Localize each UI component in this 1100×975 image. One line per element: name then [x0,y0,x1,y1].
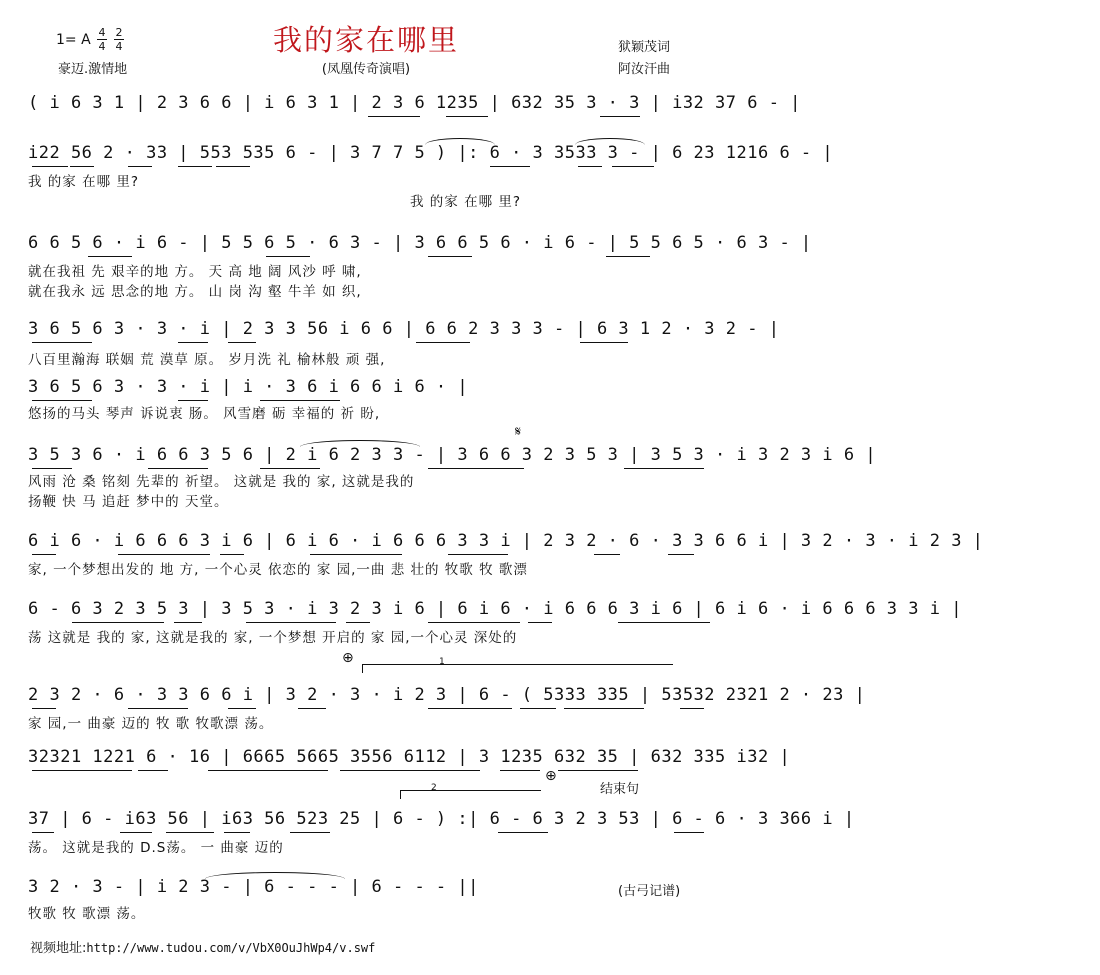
lyric-line: 风雨 沧 桑 铭刻 先辈的 祈望。 这就是 我的 家, 这就是我的 [28,474,415,490]
lyric-line: 就在我祖 先 艰辛的地 方。 天 高 地 阔 风沙 呼 啸, [28,264,362,280]
volta-bracket-1: 1 [362,664,673,673]
video-url[interactable]: http://www.tudou.com/v/VbX0OuJhWp4/v.swf [86,941,376,955]
performance-style: 豪迈.激情地 [58,62,128,77]
notation-row: 3 5 3 6 · i 6 6 3 5 6 | 2 i 6 2 3 3 - | 3 6 6 3 2 3 5 3 | 3 5 3 · i 3 2 3 i 6 | [28,445,877,465]
lyricist: 狱颖茂词 [618,40,671,55]
lyric-line: 牧歌 牧 歌漂 荡。 [28,906,146,922]
notation-row: 32321 1221 6 · 16 | 6665 5665 3556 6112 | 3 1235 632 35 | 632 335 i32 | [28,747,791,767]
video-link-label: 视频地址: [30,941,87,956]
notation-row: 2 3 2 · 6 · 3 3 6 6 i | 3 2 · 3 · i 2 3 | 6 - ( 5333 335 | 53532 2321 2 · 23 | [28,685,866,705]
meter-1-top: 4 [98,26,106,39]
lyric-line: 荡 这就是 我的 家, 这就是我的 家, 一个梦想 开启的 家 园,一个心灵 深处的 [28,630,518,646]
song-title: 我的家在哪里 [272,23,459,57]
ending-label: 结束句 [600,782,640,797]
notation-row: 6 - 6 3 2 3 5 3 | 3 5 3 · i 3 2 3 i 6 | 6 i 6 · i 6 6 6 3 i 6 | 6 i 6 · i 6 6 6 3 3 i | [28,599,962,619]
notation-row: 3 6 5 6 3 · 3 · i | i · 3 6 i 6 6 i 6 · | [28,377,469,397]
meter-2-top: 2 [115,26,123,39]
transcriber-note: (古弓记谱) [618,884,681,899]
lyric-line: 扬鞭 快 马 追赶 梦中的 天堂。 [28,494,229,510]
performer-note: (凤凰传奇演唱) [321,62,411,77]
notation-row: i22 56 2 · 33 | 553 535 6 - | 3 7 7 5 ) |: 6 · 3 3533 3 - | 6 23 1216 6 - | [28,143,834,163]
segno-mark: 𝄋 [515,424,522,440]
meter-2-bottom: 4 [115,40,123,53]
coda-mark: ⊕ [545,768,557,784]
lyric-line: 家, 一个梦想出发的 地 方, 一个心灵 依恋的 家 园,一曲 悲 壮的 牧歌 牧 歌漂 [28,562,528,578]
lyric-line: 家 园,一 曲豪 迈的 牧 歌 牧歌漂 荡。 [28,716,274,732]
lyric-line: 悠扬的马头 琴声 诉说衷 肠。 风雪磨 砺 幸福的 祈 盼, [28,406,381,422]
lyric-line: 就在我永 远 思念的地 方。 山 岗 沟 壑 牛羊 如 织, [28,284,362,300]
notation-row: ( i 6 3 1 | 2 3 6 6 | i 6 3 1 | 2 3 6 1235 | 632 35 3 · 3 | i32 37 6 - | [28,93,801,113]
notation-row: 6 6 5 6 · i 6 - | 5 5 6 5 · 6 3 - | 3 6 6 5 6 · i 6 - | 5 5 6 5 · 6 3 - | [28,233,812,253]
coda-mark: ⊕ [342,650,354,666]
lyric-line: 荡。 这就是我的 D.S荡。 一 曲豪 迈的 [28,840,284,856]
lyric-line: 八百里瀚海 联姻 荒 漠草 原。 岁月洗 礼 榆林般 顽 强, [28,352,386,368]
notation-row: 3 6 5 6 3 · 3 · i | 2 3 3 56 i 6 6 | 6 6 2 3 3 3 - | 6 3 1 2 · 3 2 - | [28,319,780,339]
meter-1-bottom: 4 [98,40,106,53]
lyric-line: 我 的家 在哪 里? [28,174,140,190]
video-link [30,937,375,956]
notation-row: 3 2 · 3 - | i 2 3 - | 6 - - - | 6 - - - || [28,877,479,897]
key-signature: 1= A [56,32,91,48]
notation-row: 6 i 6 · i 6 6 6 3 i 6 | 6 i 6 · i 6 6 6 3 3 i | 2 3 2 · 6 · 3 3 6 6 i | 3 2 · 3 · i 2 3 | [28,531,984,551]
lyric-line: 我 的家 在哪 里? [410,194,522,210]
volta-bracket-2: 2 [400,790,541,799]
notation-row: 37 | 6 - i63 56 | i63 56 523 25 | 6 - ) :| 6 - 6 3 2 3 53 | 6 - 6 · 3 366 i | [28,809,855,829]
composer: 阿汝汗曲 [618,62,671,77]
